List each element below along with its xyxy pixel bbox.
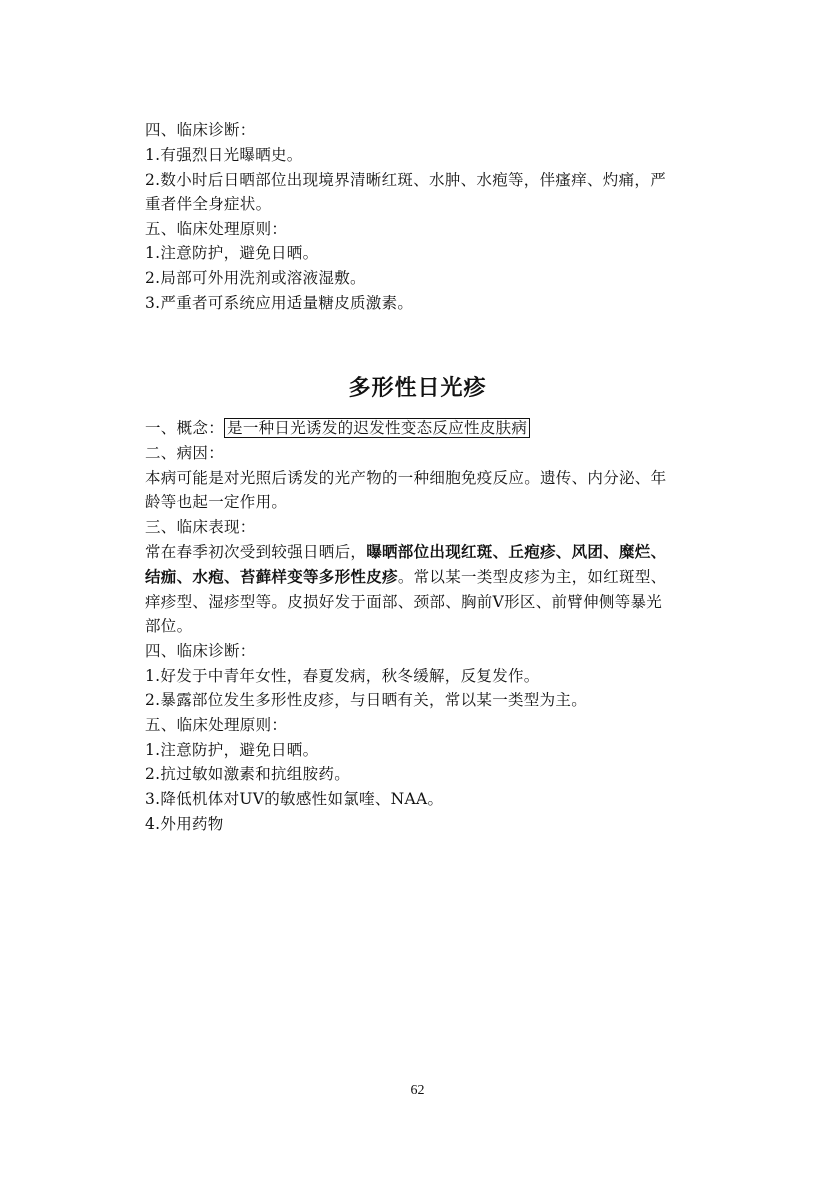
diagnosis-2-item-2: 2.暴露部位发生多形性皮疹，与日晒有关，常以某一类型为主。 [145,691,587,709]
diagnosis-item-1: 1.有强烈日光曝晒史。 [145,146,303,164]
diagnosis-heading: 四、临床诊断： [145,121,256,139]
treatment-item-1: 1.注意防护，避免日晒。 [145,244,319,262]
clinical-text-1-pre: 常在春季初次受到较强日晒后， [145,543,367,561]
clinical-text-1-bold: 曝晒部位出现红斑、丘疱疹、风团、糜烂、 [366,542,667,561]
clinical-text-1 [145,540,700,564]
clinical-text-4: 部位。 [145,617,193,635]
clinical-text-2-post: 。常以某一类型皮疹为主，如红斑型、 [397,568,667,586]
treatment-2-item-1: 1.注意防护，避免日晒。 [145,741,319,759]
diagnosis-2-item-1: 1.好发于中青年女性，春夏发病，秋冬缓解，反复发作。 [145,667,540,685]
concept-label: 一、概念： [145,419,225,437]
treatment-2-item-3: 3.降低机体对UV的敏感性如氯喹、NAA。 [145,790,444,808]
diagnosis-item-2: 2.数小时后日晒部位出现境界清晰红斑、水肿、水疱等，伴瘙痒、灼痛，严 [145,171,666,189]
treatment-item-2: 2.局部可外用洗剂或溶液湿敷。 [145,269,366,287]
treatment-2-item-4: 4.外用药物 [145,815,224,833]
concept-definition-box: 是一种日光诱发的迟发性变态反应性皮肤病 [224,418,530,438]
clinical-text-2 [145,565,700,589]
treatment-heading: 五、临床处理原则： [145,220,288,238]
page-number: 62 [410,1083,425,1098]
treatment-2-item-2: 2.抗过敏如激素和抗组胺药。 [145,765,350,783]
clinical-heading: 三、临床表现： [145,518,256,536]
diagnosis-item-2-cont: 重者伴全身症状。 [145,195,272,213]
treatment-item-3: 3.严重者可系统应用适量糖皮质激素。 [145,294,414,312]
clinical-text-3: 痒疹型、湿疹型等。皮损好发于面部、颈部、胸前V形区、前臂伸侧等暴光 [145,593,663,611]
concept-line [145,416,700,440]
section-title: 多形性日光疹 [348,376,487,401]
cause-heading: 二、病因： [145,444,225,462]
clinical-text-2-bold: 结痂、水疱、苔藓样变等多形性皮疹 [145,567,398,586]
diagnosis-heading-2: 四、临床诊断： [145,642,256,660]
cause-text-1: 本病可能是对光照后诱发的光产物的一种细胞免疫反应。遗传、内分泌、年 [145,469,667,487]
treatment-heading-2: 五、临床处理原则： [145,716,288,734]
cause-text-2: 龄等也起一定作用。 [145,493,288,511]
